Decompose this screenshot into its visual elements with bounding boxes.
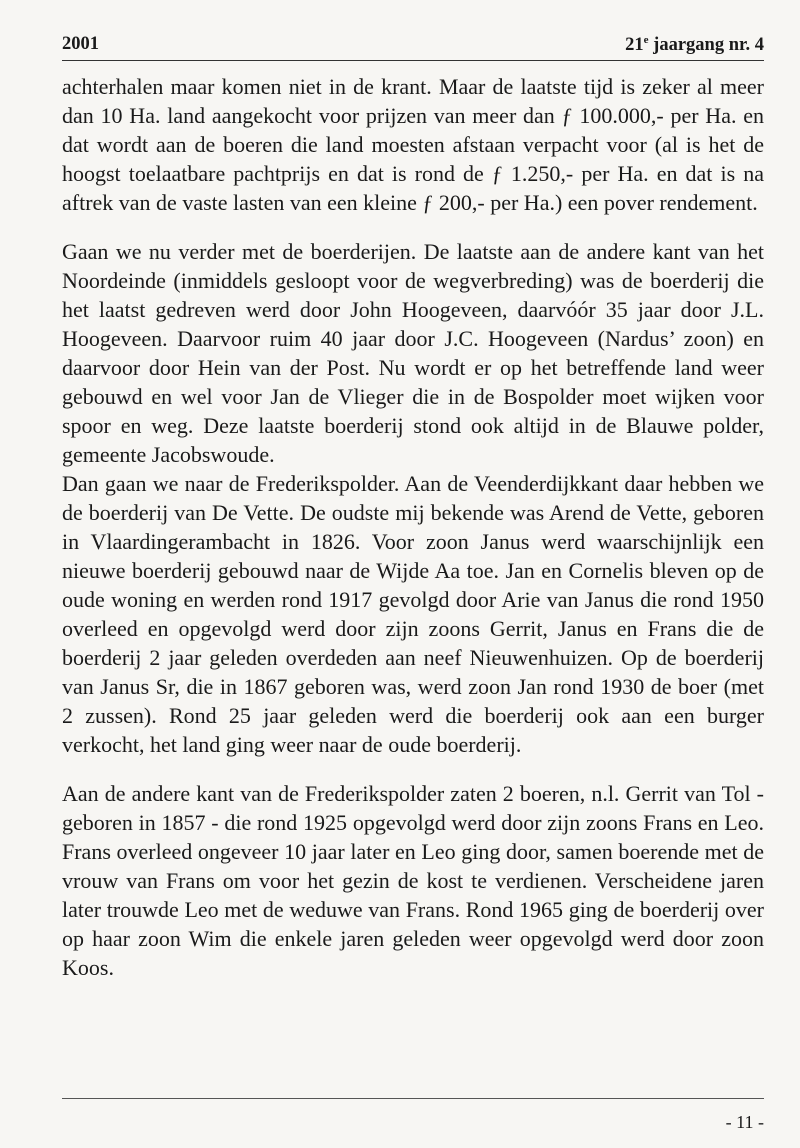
paragraph-gap	[62, 759, 764, 779]
paragraph-2: Gaan we nu verder met de boerderijen. De laatste aan de andere kant van het Noordeinde (inmiddels gesloopt voor de wegverbreding) was de boerderij die het laatst gedreven werd door John Hoogeveen, daarvóór 35 jaar door J.L. Hoogeveen. Daarvoor ruim 40 jaar door J.C. Hoogeveen (Nardus’ zoon) en daarvoor door Hein van der Post. Nu wordt er op het betreffende land weer gebouwd en wel voor Jan de Vlieger die in de Bospolder moet wijken voor spoor en weg. Deze laatste boerderij stond ook altijd in de Blauwe polder, gemeente Jacobswoude.	[62, 239, 764, 467]
running-header	[62, 30, 764, 61]
issue-superscript: e	[643, 34, 649, 46]
paragraph-4: Aan de andere kant van de Frederikspolder zaten 2 boeren, n.l. Gerrit van Tol - geboren in 1857 - die rond 1925 opgevolgd werd door zijn zoons Frans en Leo. Frans overleed ongeveer 10 jaar later en Leo ging door, samen boerende met de vrouw van Frans om voor het gezin de kost te verdienen. Verscheidene jaren later trouwde Leo met de weduwe van Frans. Rond 1965 ging de boerderij over op haar zoon Wim die enkele jaren geleden weer opgevolgd werd door zoon Koos.	[62, 781, 764, 980]
issue-label: jaargang nr. 4	[648, 35, 764, 56]
article-body	[62, 72, 764, 982]
paragraph-3: Dan gaan we naar de Frederikspolder. Aan de Veenderdijkkant daar hebben we de boerderij van De Vette. De oudste mij bekende was Arend de Vette, geboren in Vlaardingerambacht in 1826. Voor zoon Janus werd waarschijnlijk een nieuwe boerderij gebouwd naar de Wijde Aa toe. Jan en Cornelis bleven op de oude woning en werden rond 1917 gevolgd door Arie van Janus die rond 1950 overleed en opgevolgd werd door zijn zoons Gerrit, Janus en Frans die de boerderij 2 jaar geleden overdeden aan neef Nieuwenhuizen. Op de boerderij van Janus Sr, die in 1867 geboren was, werd zoon Jan rond 1930 de boer (met 2 zussen). Rond 25 jaar geleden werd die boerderij ook aan een burger verkocht, het land ging weer naar de oude boerderij.	[62, 471, 764, 757]
footer-divider	[62, 1098, 764, 1099]
header-year: 2001	[62, 34, 99, 54]
issue-ordinal: 21	[625, 35, 644, 56]
page-number: - 11 -	[725, 1112, 764, 1132]
paragraph-1: achterhalen maar komen niet in de krant. Maar de laatste tijd is zeker al meer dan 10 Ha. land aangekocht voor prijzen van meer dan ƒ 100.000,- per Ha. en dat wordt aan de boeren die land moesten afstaan verpacht voor (al is het de hoogst toelaatbare pachtprijs en dat is rond de ƒ 1.250,- per Ha. en dat is na aftrek van de vaste lasten van een kleine ƒ 200,- per Ha.) een pover rendement.	[62, 74, 764, 215]
header-issue	[625, 34, 764, 56]
paragraph-gap	[62, 217, 764, 237]
